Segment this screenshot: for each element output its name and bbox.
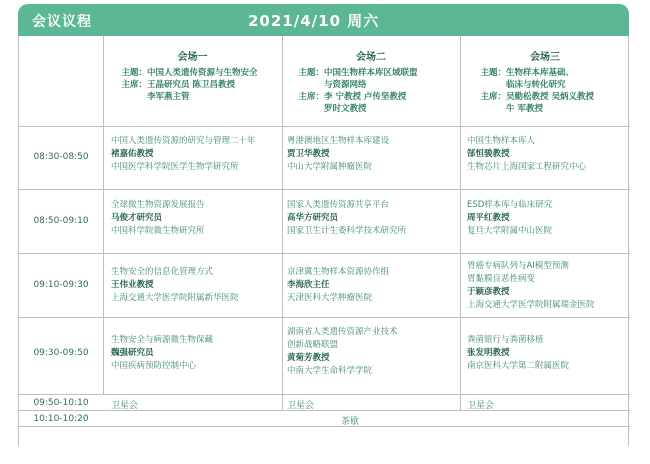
venue-2-chairs: 李 宁教授 卢传坚教授 — [324, 92, 407, 102]
venue-3-title: 会场三 — [530, 52, 560, 63]
session-3-venue-1: 生物安全的信息化管理方式 王伟业教授 上海交通大学医学院附属新华医院 — [111, 267, 239, 303]
session-3-time: 09:10-09:30 — [33, 280, 89, 290]
session-3-venue-2: 京津冀生物样本资源协作组 李海欣主任 天津医科大学肿瘤医院 — [287, 267, 390, 303]
session-4-venue-3: 粪菌银行与粪菌移植 张发明教授 南京医科大学第二附属医院 — [467, 335, 570, 371]
venue-2-topic: 中国生物样本库区域联盟 — [324, 68, 418, 78]
session-1-venue-1: 中国人类遗传资源的研究与管理二十年 褚嘉佑教授 中国医学科学院医学生物学研究所 — [111, 136, 256, 172]
session-1-venue-3: 中国生物样本库人 郜恒骏教授 生物芯片上海国家工程研究中心 — [467, 136, 587, 172]
session-3-venue-3: 胃癌专病队列与AI模型预测 胃黏膜良恶性病变 于颖彦教授 上海交通大学医学院附属瑞金医院 — [467, 261, 595, 310]
venue-3-chairs: 吴勤松教授 吴炳义教授 — [506, 92, 594, 102]
session-2-venue-2: 国家人类遗传资源共享平台 高华方研究员 国家卫生计生委科学技术研究所 — [287, 200, 407, 236]
satellite-venue-1: 卫星会 — [111, 401, 139, 411]
agenda-table — [18, 36, 629, 446]
tea-break-label: 茶歇 — [341, 417, 360, 427]
agenda-header — [18, 4, 629, 36]
venue-2-meta: 主题： 中国生物样本库区域联盟 与资源网络 主席： 李 宁教授 卢传坚教授 罗时文教授 — [298, 68, 418, 114]
session-2-venue-1: 全球微生物资源发展报告 马俊才研究员 中国科学院微生物研究所 — [111, 200, 205, 236]
venue-1-meta: 主题： 中国人类遗传资源与生物安全 主席： 王晶研究员 陈卫昌教授 李军燕主管 — [121, 68, 258, 102]
satellite-venue-3: 卫星会 — [467, 401, 495, 411]
venue-3-meta: 主题： 生物样本库基础、 临床与转化研究 主席： 吴勤松教授 吴炳义教授 牛 军教授 — [480, 68, 594, 114]
session-4-time: 09:30-09:50 — [33, 348, 89, 358]
session-4-venue-2: 湖南省人类遗传资源产业技术 创新战略联盟 黄菊芳教授 中南大学生命科学学院 — [287, 327, 398, 376]
venue-1-topic: 中国人类遗传资源与生物安全 — [147, 68, 258, 78]
session-1-venue-2: 粤港澳地区生物样本库建设 贾卫华教授 中山大学附属肿瘤医院 — [287, 136, 390, 172]
venue-1-chairs: 王晶研究员 陈卫昌教授 — [147, 80, 235, 90]
session-2-venue-3: ESD样本库与临床研究 周平红教授 复旦大学附属中山医院 — [467, 200, 553, 236]
agenda-title: 会议议程 — [32, 14, 92, 30]
venue-2-title: 会场二 — [356, 52, 386, 63]
tea-break-time: 10:10-10:20 — [33, 414, 89, 424]
session-1-time: 08:30-08:50 — [33, 152, 89, 162]
session-4-venue-1: 生物安全与病源微生物保藏 魏强研究员 中国疾病预防控制中心 — [111, 335, 214, 371]
venue-1-title: 会场一 — [177, 52, 208, 63]
satellite-time: 09:50-10:10 — [33, 398, 89, 408]
agenda-date: 2021/4/10 周六 — [248, 12, 380, 30]
venue-3-topic: 生物样本库基础、 — [506, 68, 575, 78]
satellite-venue-2: 卫星会 — [287, 401, 315, 411]
session-2-time: 08:50-09:10 — [33, 216, 89, 226]
